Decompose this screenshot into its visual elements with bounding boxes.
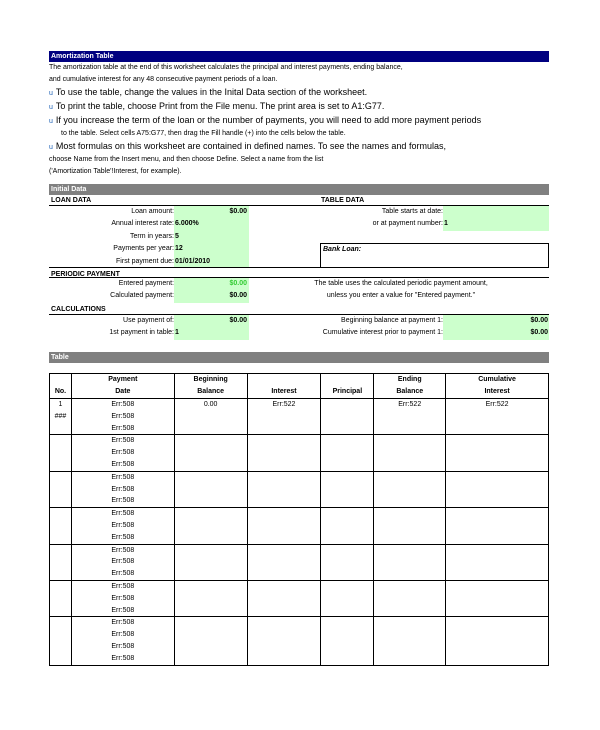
table-cell: [50, 484, 72, 496]
table-cell: [321, 423, 374, 435]
table-row: [50, 532, 549, 544]
table-cell: [50, 459, 72, 471]
table-cell: [50, 471, 72, 483]
table-cell: [247, 447, 321, 459]
first-in-table-label: 1st payment in table:: [109, 329, 174, 337]
table-cell: [321, 411, 374, 423]
table-row: [50, 399, 549, 411]
bullet-2-text: To print the table, choose Print from the File menu. The print area is set to A1:G77.: [55, 101, 385, 111]
table-cell: [247, 580, 321, 592]
table-cell: [50, 617, 72, 629]
table-cell: [446, 629, 549, 641]
table-cell: [321, 447, 374, 459]
table-cell: [374, 556, 446, 568]
table-cell: [374, 605, 446, 617]
table-cell: Err:508: [71, 641, 174, 653]
table-cell: [446, 471, 549, 483]
initial-data-bar: Initial Data: [49, 184, 549, 195]
table-cell: [50, 435, 72, 447]
table-cell: [174, 459, 247, 471]
calculations-header: CALCULATIONS: [51, 306, 106, 313]
table-cell: [50, 641, 72, 653]
table-cell: [174, 556, 247, 568]
table-cell: [174, 593, 247, 605]
table-cell: Err:508: [71, 484, 174, 496]
bank-loan-label: Bank Loan:: [323, 246, 362, 253]
table-cell: [174, 471, 247, 483]
table-cell: [321, 484, 374, 496]
periodic-payment-header: PERIODIC PAYMENT: [51, 271, 120, 278]
table-row: [50, 580, 549, 592]
table-cell: [247, 411, 321, 423]
entered-payment-input[interactable]: $0.00: [174, 278, 249, 290]
table-cell: Err:508: [71, 411, 174, 423]
table-cell: [50, 447, 72, 459]
bullet-3: [49, 114, 549, 128]
table-cell: [174, 484, 247, 496]
table-cell: Err:508: [71, 544, 174, 556]
table-row: [50, 629, 549, 641]
at-payment-label: or at payment number:: [372, 220, 443, 228]
table-cell: [247, 653, 321, 665]
table-cell: [321, 471, 374, 483]
table-cell: [247, 520, 321, 532]
table-cell: [446, 532, 549, 544]
table-cell: [446, 556, 549, 568]
table-cell: [446, 495, 549, 507]
col-no: No.: [50, 374, 72, 399]
bullet-4-text: Most formulas on this worksheet are contained in defined names. To see the names and formulas,: [55, 141, 446, 151]
table-cell: 0.00: [174, 399, 247, 411]
table-cell: [446, 568, 549, 580]
table-cell: [321, 580, 374, 592]
worksheet: [49, 51, 549, 666]
table-cell: [247, 508, 321, 520]
table-cell: [247, 568, 321, 580]
table-cell: [247, 605, 321, 617]
bullet-icon: u: [49, 104, 53, 111]
table-cell: Err:508: [71, 447, 174, 459]
col-payment-date: Payment Date: [71, 374, 174, 399]
table-data-header: TABLE DATA: [321, 197, 365, 204]
bullet-icon: u: [49, 118, 53, 125]
table-row: [50, 544, 549, 556]
table-cell: Err:508: [71, 617, 174, 629]
table-cell: [247, 593, 321, 605]
table-cell: [174, 641, 247, 653]
table-cell: [374, 411, 446, 423]
table-cell: [321, 556, 374, 568]
beginning-balance-value: $0.00: [443, 315, 549, 327]
payments-per-year-input[interactable]: 12: [174, 243, 249, 255]
cumulative-interest-label: Cumulative interest prior to payment 1:: [322, 329, 443, 337]
intro-text: [49, 62, 549, 178]
table-cell: [50, 629, 72, 641]
table-cell: [50, 508, 72, 520]
table-cell: [446, 508, 549, 520]
col-cumulative-interest: Cumulative Interest: [446, 374, 549, 399]
first-due-input[interactable]: 01/01/2010: [174, 256, 249, 268]
table-cell: [174, 617, 247, 629]
table-cell: Err:508: [71, 605, 174, 617]
table-cell: [446, 593, 549, 605]
periodic-block: [49, 278, 549, 303]
table-row: [50, 520, 549, 532]
term-input[interactable]: 5: [174, 231, 249, 243]
table-cell: [247, 556, 321, 568]
table-cell: [446, 520, 549, 532]
at-payment-input[interactable]: 1: [443, 218, 549, 230]
table-cell: 1: [50, 399, 72, 411]
table-row: [50, 484, 549, 496]
table-cell: [446, 411, 549, 423]
table-cell: [50, 580, 72, 592]
table-cell: [174, 520, 247, 532]
loan-data-header: LOAN DATA: [51, 197, 92, 204]
bullet-2: [49, 100, 549, 114]
table-cell: [446, 459, 549, 471]
table-cell: [174, 532, 247, 544]
table-cell: [50, 532, 72, 544]
bullet-4-continued-2: ('Amortization Table'!Interest, for example).: [49, 168, 182, 175]
table-cell: Err:522: [446, 399, 549, 411]
bullet-1: [49, 86, 549, 100]
table-cell: [50, 605, 72, 617]
table-cell: [50, 423, 72, 435]
table-starts-input[interactable]: [443, 206, 549, 218]
table-row: [50, 447, 549, 459]
table-cell: [50, 544, 72, 556]
table-cell: [50, 556, 72, 568]
table-cell: [174, 435, 247, 447]
table-cell: [247, 629, 321, 641]
table-cell: [174, 495, 247, 507]
table-cell: [446, 447, 549, 459]
table-cell: [321, 593, 374, 605]
table-cell: [374, 508, 446, 520]
beginning-balance-label: Beginning balance at payment 1:: [341, 317, 443, 324]
table-cell: [374, 520, 446, 532]
table-cell: Err:508: [71, 495, 174, 507]
table-cell: [247, 471, 321, 483]
table-cell: Err:508: [71, 653, 174, 665]
table-cell: Err:508: [71, 459, 174, 471]
table-cell: [374, 532, 446, 544]
table-cell: [321, 617, 374, 629]
table-cell: [374, 617, 446, 629]
table-cell: [321, 605, 374, 617]
calculated-payment-label: Calculated payment:: [110, 292, 174, 300]
table-cell: [50, 593, 72, 605]
table-cell: [374, 459, 446, 471]
bullet-icon: u: [49, 144, 53, 151]
col-interest: Interest: [247, 374, 321, 399]
loan-amount-label: Loan amount:: [131, 208, 174, 215]
table-cell: [174, 508, 247, 520]
table-cell: [374, 580, 446, 592]
table-cell: [321, 568, 374, 580]
intro-line-1: The amortization table at the end of this worksheet calculates the principal and interest payments, ending balance,: [49, 64, 403, 71]
table-cell: [321, 532, 374, 544]
table-cell: [321, 435, 374, 447]
table-cell: [174, 580, 247, 592]
table-cell: [321, 508, 374, 520]
table-row: [50, 617, 549, 629]
table-cell: [374, 423, 446, 435]
calculations-block: [49, 315, 549, 340]
table-cell: Err:508: [71, 532, 174, 544]
table-row: [50, 593, 549, 605]
table-row: [50, 459, 549, 471]
table-cell: [321, 399, 374, 411]
table-cell: [247, 617, 321, 629]
table-cell: Err:508: [71, 399, 174, 411]
table-row: [50, 423, 549, 435]
table-cell: Err:508: [71, 435, 174, 447]
table-cell: [446, 435, 549, 447]
first-in-table-value: 1: [174, 327, 249, 339]
table-row: [50, 495, 549, 507]
table-cell: [174, 568, 247, 580]
table-row: [50, 641, 549, 653]
table-cell: [247, 459, 321, 471]
table-cell: ###: [50, 411, 72, 423]
entered-payment-label: Entered payment:: [118, 280, 174, 287]
table-cell: [374, 629, 446, 641]
table-cell: [174, 544, 247, 556]
table-cell: [247, 495, 321, 507]
table-cell: [374, 435, 446, 447]
intro-line-2: and cumulative interest for any 48 consecutive payment periods of a loan.: [49, 76, 278, 83]
bullet-4: [49, 140, 549, 154]
table-cell: Err:508: [71, 629, 174, 641]
table-cell: [247, 423, 321, 435]
table-cell: [321, 653, 374, 665]
table-cell: [174, 605, 247, 617]
bullet-3-text: If you increase the term of the loan or the number of payments, you will need to add more payment periods: [55, 115, 482, 125]
table-row: [50, 605, 549, 617]
table-cell: Err:508: [71, 580, 174, 592]
table-cell: Err:508: [71, 568, 174, 580]
table-cell: Err:508: [71, 556, 174, 568]
table-cell: [374, 495, 446, 507]
table-row: [50, 435, 549, 447]
table-cell: [446, 605, 549, 617]
use-payment-label: Use payment of:: [123, 317, 174, 324]
table-cell: [374, 447, 446, 459]
table-cell: [321, 520, 374, 532]
table-cell: [174, 629, 247, 641]
table-cell: Err:508: [71, 423, 174, 435]
table-row: [50, 653, 549, 665]
table-cell: [446, 653, 549, 665]
table-cell: [174, 447, 247, 459]
table-cell: [321, 495, 374, 507]
calculated-payment-value: $0.00: [174, 290, 249, 302]
use-payment-value: $0.00: [174, 315, 249, 327]
bank-loan-box: [320, 243, 549, 268]
first-due-label: First payment due:: [116, 257, 174, 265]
table-cell: [374, 568, 446, 580]
loan-amount-input[interactable]: $0.00: [174, 206, 249, 218]
table-cell: [247, 435, 321, 447]
table-cell: [446, 484, 549, 496]
table-cell: [321, 641, 374, 653]
table-cell: [50, 653, 72, 665]
table-cell: [247, 641, 321, 653]
periodic-note-1: The table uses the calculated periodic payment amount,: [314, 280, 488, 287]
table-cell: Err:522: [247, 399, 321, 411]
table-cell: Err:508: [71, 593, 174, 605]
amortization-table: [49, 373, 549, 666]
table-cell: [174, 411, 247, 423]
payments-per-year-label: Payments per year:: [113, 245, 174, 253]
table-cell: [174, 423, 247, 435]
bullet-1-text: To use the table, change the values in the Inital Data section of the worksheet.: [55, 87, 368, 97]
table-cell: [174, 653, 247, 665]
table-cell: [374, 544, 446, 556]
table-cell: [50, 568, 72, 580]
table-cell: [446, 641, 549, 653]
table-starts-label: Table starts at date:: [381, 208, 443, 215]
table-cell: [321, 459, 374, 471]
table-cell: [374, 484, 446, 496]
table-cell: Err:508: [71, 471, 174, 483]
table-cell: [321, 544, 374, 556]
table-cell: [446, 544, 549, 556]
periodic-note-2: unless you enter a value for "Entered payment.": [326, 292, 476, 300]
col-ending-balance: Ending Balance: [374, 374, 446, 399]
table-row: [50, 471, 549, 483]
table-cell: [374, 641, 446, 653]
table-cell: [247, 532, 321, 544]
col-principal: Principal: [321, 374, 374, 399]
cumulative-interest-value: $0.00: [443, 327, 549, 339]
annual-rate-input[interactable]: 6.000%: [174, 218, 249, 230]
table-cell: Err:508: [71, 508, 174, 520]
table-cell: [446, 423, 549, 435]
table-cell: [446, 580, 549, 592]
table-title-bar: Table: [49, 352, 549, 363]
table-row: [50, 568, 549, 580]
table-cell: [374, 471, 446, 483]
annual-rate-label: Annual interest rate:: [111, 220, 174, 228]
table-cell: [50, 520, 72, 532]
table-cell: [374, 653, 446, 665]
table-cell: [50, 495, 72, 507]
table-cell: [247, 544, 321, 556]
table-row: [50, 411, 549, 423]
table-cell: [446, 617, 549, 629]
bullet-3-continued: to the table. Select cells A75:G77, then drag the Fill handle (+) into the cells below the table.: [61, 130, 346, 137]
table-cell: [374, 593, 446, 605]
table-cell: Err:508: [71, 520, 174, 532]
loan-data-block: [49, 206, 549, 268]
table-cell: [247, 484, 321, 496]
bullet-4-continued-1: choose Name from the Insert menu, and then choose Define. Select a name from the list: [49, 156, 324, 163]
table-row: [50, 508, 549, 520]
table-cell: [321, 629, 374, 641]
table-cell: Err:522: [374, 399, 446, 411]
bullet-icon: u: [49, 90, 53, 97]
table-row: [50, 556, 549, 568]
col-beginning-balance: Beginning Balance: [174, 374, 247, 399]
amortization-title-bar: Amortization Table: [49, 51, 549, 62]
term-label: Term in years:: [130, 232, 174, 240]
